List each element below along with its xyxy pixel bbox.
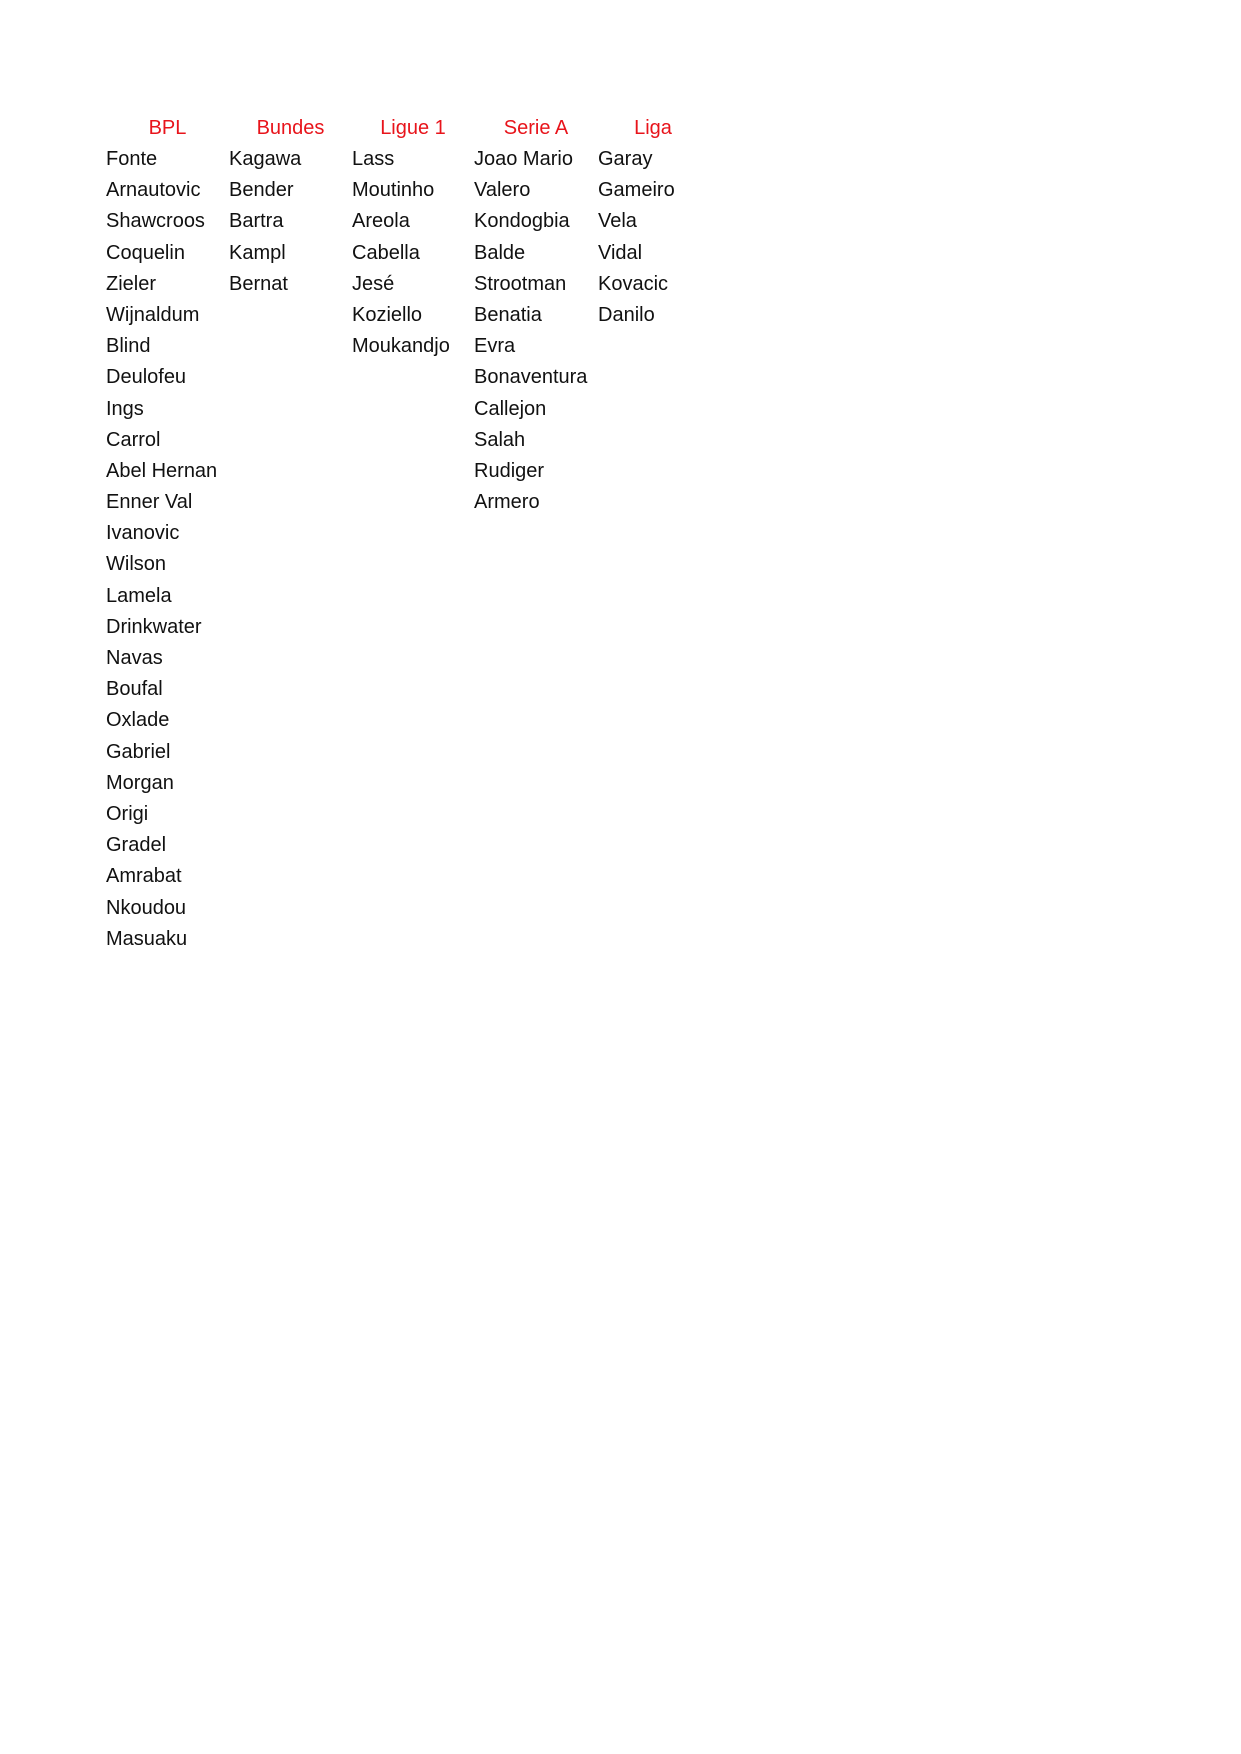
header-bundes: Bundes (256, 117, 325, 139)
player-sheet (106, 113, 708, 955)
cell: Ings (106, 397, 144, 420)
cell: Origi (106, 802, 149, 825)
cell: Kampl (229, 241, 286, 264)
cell: Salah (474, 428, 526, 451)
cell: Bonaventura (474, 366, 588, 389)
cell: Vidal (598, 241, 643, 264)
cell: Ivanovic (106, 522, 180, 545)
cell: Arnautovic (106, 179, 201, 202)
cell: Areola (352, 210, 410, 233)
column-bundes (229, 113, 352, 955)
cell: Masuaku (106, 927, 188, 950)
cell: Amrabat (106, 865, 182, 888)
cell: Armero (474, 491, 540, 514)
header-serie-a: Serie A (503, 117, 569, 139)
cell: Kondogbia (474, 210, 570, 233)
cell: Kovacic (598, 272, 669, 295)
cell: Moutinho (352, 179, 435, 202)
cell: Deulofeu (106, 366, 187, 389)
cell: Navas (106, 647, 163, 669)
cell: Rudiger (474, 459, 545, 482)
cell: Lass (352, 148, 395, 170)
cell: Blind (106, 335, 151, 358)
cell: Abel Hernan (106, 459, 218, 482)
cell: Lamela (106, 584, 172, 607)
cell: Danilo (598, 303, 655, 326)
cell: Enner Val (106, 491, 193, 514)
cell: Garay (598, 148, 653, 170)
cell: Kagawa (229, 148, 302, 170)
cell: Wijnaldum (106, 303, 200, 326)
cell: Shawcroos (106, 210, 205, 233)
cell: Joao Mario (474, 148, 573, 170)
cell: Valero (474, 179, 531, 202)
cell: Moukandjo (352, 335, 450, 358)
cell: Evra (474, 335, 516, 358)
header-liga: Liga (634, 117, 672, 139)
cell: Boufal (106, 678, 163, 701)
header-ligue1: Ligue 1 (380, 117, 446, 139)
cell: Gameiro (598, 179, 675, 202)
cell: Bender (229, 179, 294, 202)
cell: Carrol (106, 428, 161, 451)
cell: Nkoudou (106, 896, 187, 919)
cell: Drinkwater (106, 615, 202, 638)
cell: Bernat (229, 272, 288, 295)
cell: Strootman (474, 272, 567, 295)
cell: Koziello (352, 303, 423, 326)
cell: Cabella (352, 241, 420, 264)
cell: Gabriel (106, 740, 171, 763)
cell: Fonte (106, 148, 158, 170)
column-ligue1 (352, 113, 474, 955)
cell: Zieler (106, 272, 157, 295)
cell: Coquelin (106, 241, 185, 264)
column-bpl (106, 113, 229, 955)
cell: Wilson (106, 553, 167, 576)
cell: Benatia (474, 303, 542, 326)
cell: Callejon (474, 397, 547, 420)
cell: Jesé (352, 272, 395, 295)
column-serie-a (474, 113, 598, 955)
header-bpl: BPL (148, 117, 187, 139)
column-liga (598, 113, 708, 955)
cell: Morgan (106, 771, 174, 794)
cell: Oxlade (106, 709, 170, 732)
cell: Vela (598, 210, 637, 233)
cell: Balde (474, 241, 526, 264)
cell: Gradel (106, 834, 167, 857)
cell: Bartra (229, 210, 284, 233)
